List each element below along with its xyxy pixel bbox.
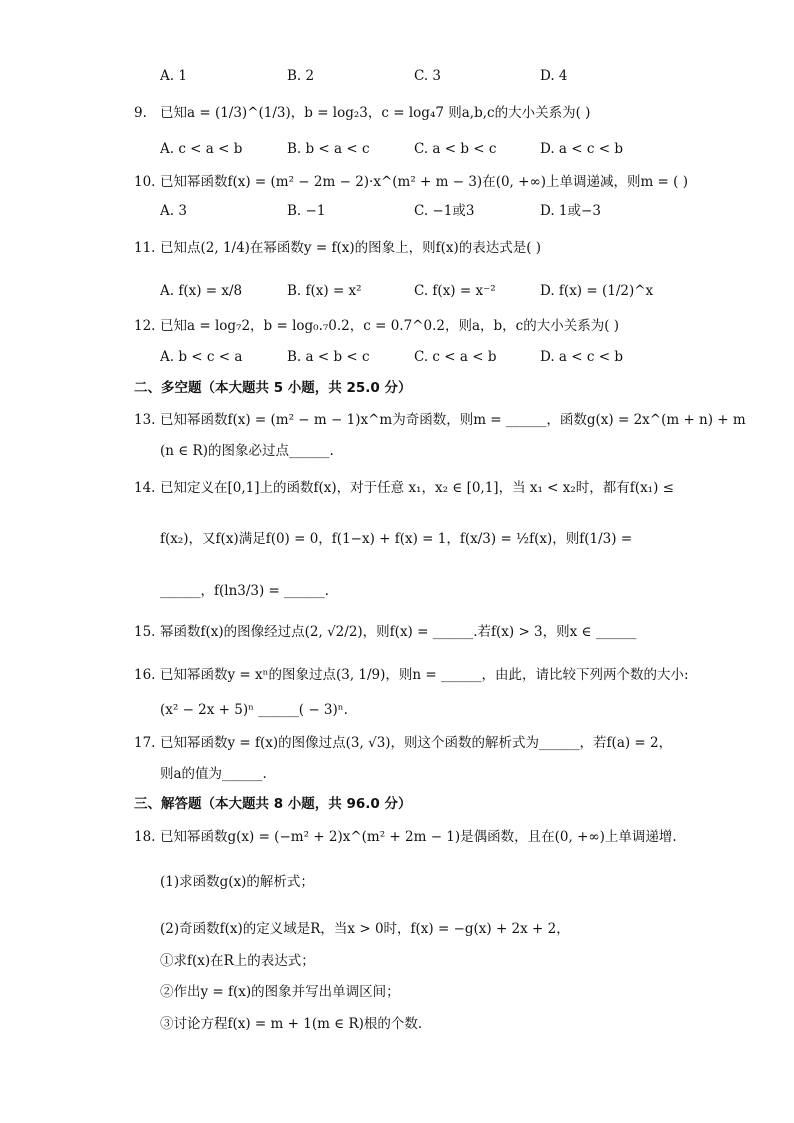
q15-text: 幂函数f(x)的图像经过点(2, √2/2)，则f(x) = ______.若f(x) > 3，则x ∈ ______ — [160, 624, 637, 640]
q11-text: 已知点(2, 1/4)在幂函数y = f(x)的图象上，则f(x)的表达式是( ) — [160, 240, 542, 256]
q12-option-c: C. c < a < b — [414, 349, 497, 365]
q14-number: 14. — [134, 480, 156, 496]
q18-sub3: ③讨论方程f(x) = m + 1(m ∈ R)根的个数. — [160, 1016, 423, 1032]
q8-option-a: A. 1 — [160, 68, 187, 84]
section-heading-multi-blank: 二、多空题（本大题共 5 小题，共 25.0 分） — [134, 380, 412, 396]
q8-option-d: D. 4 — [540, 68, 568, 84]
q11-option-a: A. f(x) = x/8 — [160, 283, 243, 299]
q12-text: 已知a = log₇2，b = log₀.₇0.2，c = 0.7^0.2，则a，b，c的大小关系为( ) — [160, 318, 620, 334]
q11-number: 11. — [134, 240, 156, 256]
q11-option-c: C. f(x) = x⁻² — [414, 283, 496, 299]
q12-option-d: D. a < c < b — [540, 349, 623, 365]
q9-option-c: C. a < b < c — [414, 141, 497, 157]
q14-line3: ______，f(ln3/3) = ______. — [160, 583, 329, 599]
q12-option-a: A. b < c < a — [160, 349, 243, 365]
q9-option-d: D. a < c < b — [540, 141, 623, 157]
q18-sub2: ②作出y = f(x)的图象并写出单调区间； — [160, 984, 400, 1000]
q9-option-a: A. c < a < b — [160, 141, 243, 157]
q10-option-d: D. 1或−3 — [540, 203, 601, 219]
q13-number: 13. — [134, 412, 156, 428]
q9-text: 已知a = (1/3)^(1/3)，b = log₂3，c = log₄7 则a,b,c的大小关系为( ) — [160, 105, 591, 121]
q18-text: 已知幂函数g(x) = (−m² + 2)x^(m² + 2m − 1)是偶函数，且在(0, +∞)上单调递增. — [160, 829, 677, 845]
q8-option-c: C. 3 — [414, 68, 442, 84]
q8-option-b: B. 2 — [287, 68, 315, 84]
q14-line2: f(x₂)，又f(x)满足f(0) = 0，f(1−x) + f(x) = 1，f(x/3) = ½f(x)，则f(1/3) = — [160, 531, 633, 547]
q13-line1: 已知幂函数f(x) = (m² − m − 1)x^m为奇函数，则m = ______，函数g(x) = 2x^(m + n) + m — [160, 412, 746, 428]
q18-part2: (2)奇函数f(x)的定义域是R，当x > 0时，f(x) = −g(x) + 2x + 2， — [160, 921, 570, 937]
q10-option-a: A. 3 — [160, 203, 187, 219]
q15-number: 15. — [134, 624, 156, 640]
q11-option-d: D. f(x) = (1/2)^x — [540, 283, 654, 299]
q9-number: 9. — [134, 105, 147, 121]
q17-line1: 已知幂函数y = f(x)的图像过点(3, √3)，则这个函数的解析式为______，若f(a) = 2， — [160, 735, 673, 751]
q18-number: 18. — [134, 829, 156, 845]
q12-number: 12. — [134, 318, 156, 334]
q10-text: 已知幂函数f(x) = (m² − 2m − 2)·x^(m² + m − 3)在(0, +∞)上单调递减，则m = ( ) — [160, 174, 688, 190]
q9-option-b: B. b < a < c — [287, 141, 370, 157]
q10-option-b: B. −1 — [287, 203, 326, 219]
q12-option-b: B. a < b < c — [287, 349, 370, 365]
section-heading-solve: 三、解答题（本大题共 8 小题，共 96.0 分） — [134, 796, 412, 812]
q13-line2: (n ∈ R)的图象必过点______. — [160, 443, 334, 459]
q16-line1: 已知幂函数y = xⁿ的图象过点(3, 1/9)，则n = ______，由此，请比较下列两个数的大小: — [160, 667, 689, 683]
q17-number: 17. — [134, 735, 156, 751]
q16-number: 16. — [134, 667, 156, 683]
q14-line1: 已知定义在[0,1]上的函数f(x)，对于任意 x₁，x₂ ∈ [0,1]，当 x₁ < x₂时，都有f(x₁) ≤ — [160, 480, 674, 496]
q16-line2: (x² − 2x + 5)ⁿ ______( − 3)ⁿ. — [160, 702, 348, 718]
q10-number: 10. — [134, 174, 156, 190]
q17-line2: 则a的值为______. — [160, 766, 267, 782]
q18-part1: (1)求函数g(x)的解析式； — [160, 874, 314, 890]
q10-option-c: C. −1或3 — [414, 203, 475, 219]
q18-sub1: ①求f(x)在R上的表达式； — [160, 953, 315, 969]
q11-option-b: B. f(x) = x² — [287, 283, 362, 299]
